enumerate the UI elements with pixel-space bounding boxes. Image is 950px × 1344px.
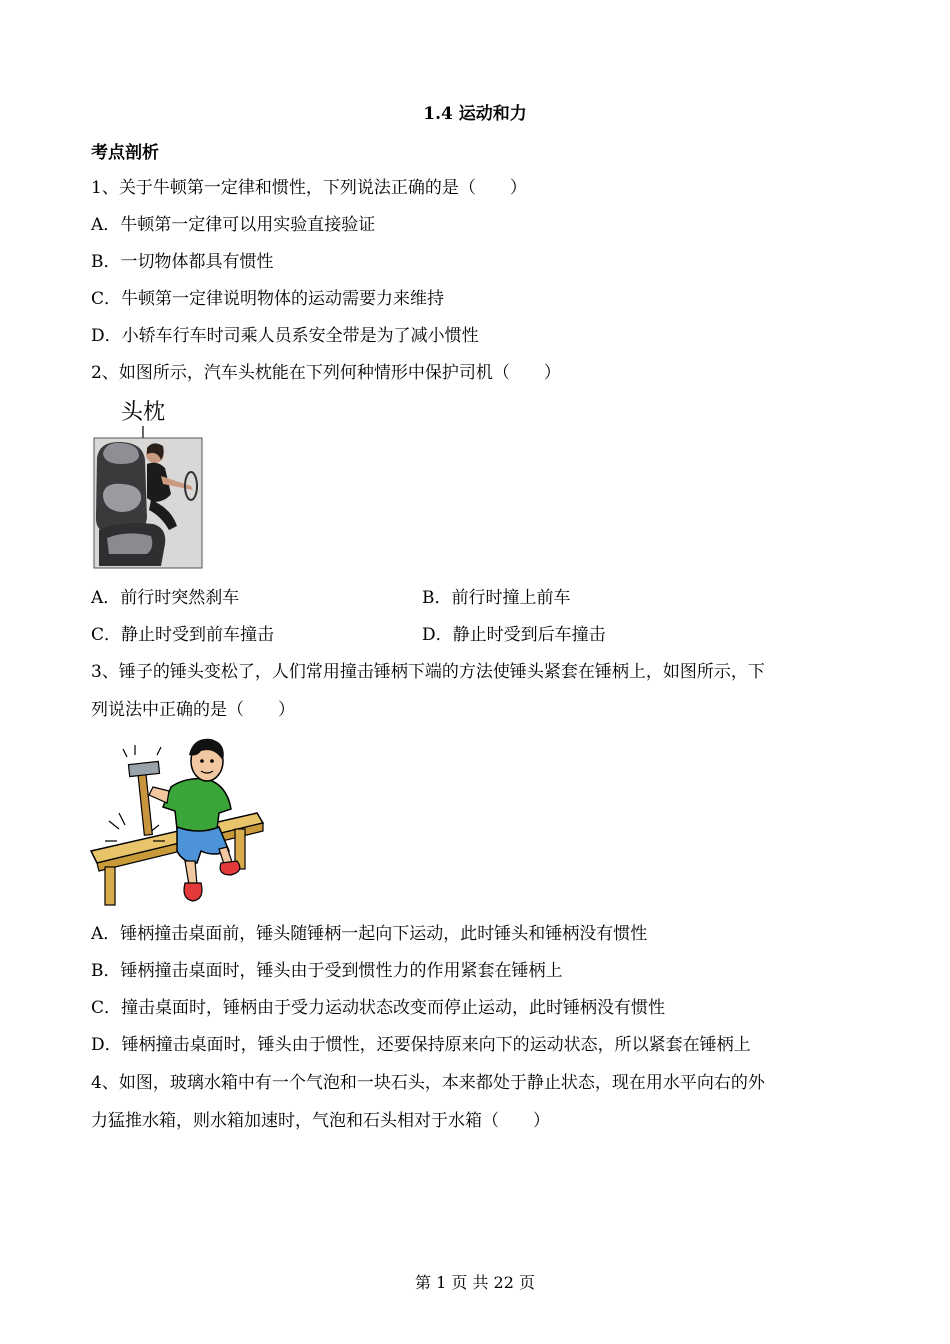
page-footer: 第 1 页 共 22 页 <box>415 1273 535 1292</box>
q3-option-c: C．撞击桌面时，锤柄由于受力运动状态改变而停止运动，此时锤柄没有惯性 <box>91 998 666 1018</box>
hammer-boy-illustration <box>89 733 264 908</box>
q2-option-b: B．前行时撞上前车 <box>422 588 571 608</box>
q3-option-a: A．锤柄撞击桌面前，锤头随锤柄一起向下运动，此时锤头和锤柄没有惯性 <box>91 924 648 944</box>
q2-option-d: D．静止时受到后车撞击 <box>422 625 606 645</box>
q1-option-b: B．一切物体都具有惯性 <box>91 252 274 272</box>
page-title: 1.4 运动和力 <box>423 104 527 124</box>
q2-option-a: A．前行时突然刹车 <box>91 588 240 608</box>
headrest-figure <box>91 398 206 572</box>
q3-stem-line2: 列说法中正确的是（ ） <box>91 700 295 720</box>
q1-option-a: A．牛顿第一定律可以用实验直接验证 <box>91 215 376 235</box>
q4-stem-line1: 4、如图，玻璃水箱中有一个气泡和一块石头，本来都处于静止状态，现在用水平向右的外 <box>91 1073 765 1093</box>
q2-stem: 2、如图所示，汽车头枕能在下列何种情形中保护司机（ ） <box>91 363 561 383</box>
q3-stem-line1: 3、锤子的锤头变松了，人们常用撞击锤柄下端的方法使锤头紧套在锤柄上，如图所示，下 <box>91 662 765 682</box>
q4-stem-line2: 力猛推水箱，则水箱加速时，气泡和石头相对于水箱（ ） <box>91 1111 550 1131</box>
section-heading: 考点剖析 <box>91 143 159 163</box>
q2-option-c: C．静止时受到前车撞击 <box>91 625 275 645</box>
hammer-figure <box>89 733 264 908</box>
q1-option-c: C．牛顿第一定律说明物体的运动需要力来维持 <box>91 289 445 309</box>
q1-stem: 1、关于牛顿第一定律和惯性，下列说法正确的是（ ） <box>91 178 527 198</box>
car-seat-illustration <box>91 398 206 572</box>
q3-option-b: B．锤柄撞击桌面时，锤头由于受到惯性力的作用紧套在锤柄上 <box>91 961 563 981</box>
headrest-figure-label: 头枕 <box>121 400 166 425</box>
q1-option-d: D．小轿车行车时司乘人员系安全带是为了减小惯性 <box>91 326 479 346</box>
q3-option-d: D．锤柄撞击桌面时，锤头由于惯性，还要保持原来向下的运动状态，所以紧套在锤柄上 <box>91 1035 751 1055</box>
